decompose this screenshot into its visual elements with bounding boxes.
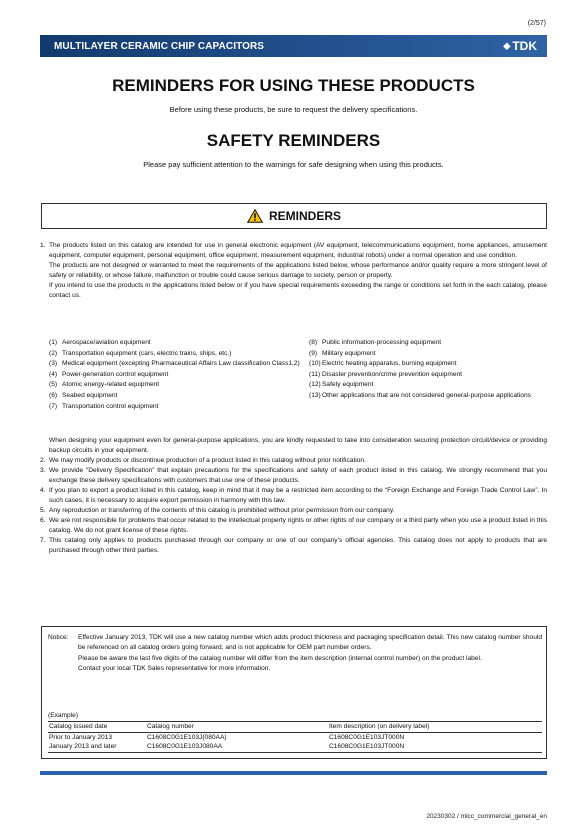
general-purpose-note: When designing your equipment even for general-purpose applications, you are kindly requested to take into consideration securing protection circuit/device or providing backup circuits in your equipment. (49, 437, 547, 454)
list-item-number: (4) (49, 370, 58, 378)
table-header-row (48, 722, 542, 733)
bottom-rule (40, 771, 547, 775)
applications-right-column (309, 338, 549, 412)
notice-content (78, 633, 542, 674)
list-item-number: (9) (309, 349, 318, 357)
list-item (49, 380, 309, 391)
item-text: This catalog only applies to products purchased through our company or one of our company’s official agencies. This catalog does not apply to products that are purchased through other third parties. (49, 537, 547, 554)
item-paragraph: If you intend to use the products in the applications listed below or if you have special requirements exceeding the range or conditions set forth in the each catalog, please contact us. (49, 282, 547, 299)
item-text: We are not responsible for problems that occur related to the intellectual property rights or other rights of our company or a third party when you use a product listed in this catalog. We do not grant license of these rights. (49, 517, 547, 534)
list-item-text: Military equipment (322, 349, 376, 357)
footer-code: 20230302 / mlcc_commercial_general_en (426, 813, 547, 820)
list-item (49, 349, 309, 360)
table-cell: Prior to January 2013 (49, 733, 113, 741)
table-cell: January 2013 and later (48, 742, 146, 752)
item-number: 5. (40, 507, 46, 514)
item-text: We provide “Delivery Specification” that explain precautions for the specifications and safety of each product listed in this catalog. We strongly recommend that you exchange these delivery specifications with customers that use one of these products. (49, 467, 547, 484)
tdk-logo-mark-icon: ⬥ (503, 40, 511, 52)
table-row (48, 732, 542, 742)
reminders-box (41, 203, 547, 229)
list-item-number: (7) (49, 402, 58, 410)
item-number: 6. (40, 517, 46, 524)
list-item (49, 359, 309, 370)
table-cell: C1608C0G1E103JT000N (328, 742, 542, 752)
column-header: Catalog number (146, 722, 328, 733)
list-item-number: (2) (49, 349, 58, 357)
list-item-number: (1) (49, 339, 58, 346)
list-item-number: (12) (309, 381, 321, 389)
list-item (49, 370, 309, 381)
item-text: Any reproduction or transferring of the contents of this catalog is prohibited without prior permission from our company. (49, 507, 395, 514)
column-header: Catalog issued date (48, 722, 146, 733)
header-bar (40, 35, 547, 57)
page-title: REMINDERS FOR USING THESE PRODUCTS (112, 76, 475, 95)
reminder-items (40, 436, 547, 556)
items-list (40, 456, 547, 556)
list-item-number: (6) (49, 391, 58, 399)
notice-line: Contact your local TDK Sales representative for more information. (78, 664, 271, 672)
table-cell: C1608C0G1E103J(080AA) (147, 733, 227, 741)
example-label: (Example) (48, 712, 79, 719)
column-header: Item description (on delivery label) (328, 722, 542, 733)
list-item-text: Medical equipment (excepting Pharmaceutical Affairs Law classification Class1,2) (62, 360, 300, 368)
list-item (309, 391, 549, 402)
list-item (49, 402, 309, 413)
item-text: If you plan to export a product listed in this catalog, keep in mind that it may be a restricted item according to the “Foreign Exchange and Foreign Trade Control Law”. In such cases, it is necessary to acquire export permission in harmony with this law. (49, 487, 547, 504)
list-item-text: Transportation equipment (cars, electric trains, ships, etc.) (62, 349, 232, 357)
item-text: The products listed on this catalog are intended for use in general electronic equipment (AV equipment, telecommunications equipment, home appliances, amusement equipment, computer equipment, personal equipment, office equipment, measurement equipment, industrial robots) under a normal operation and use condition. (49, 242, 547, 259)
reminder-item (40, 466, 547, 486)
list-item-text: Aerospace/aviation equipment (62, 339, 151, 346)
reminder-item (40, 536, 547, 556)
list-item-text: Atomic energy-related equipment (62, 381, 160, 389)
tdk-logo (503, 39, 537, 53)
notice-text (48, 633, 542, 674)
list-item-number: (10) (309, 360, 321, 368)
item-number: 7. (40, 537, 46, 544)
reminder-item (40, 486, 547, 506)
list-item-text: Other applications that are not considered general-purpose applications (322, 391, 531, 399)
item-number: 4. (40, 487, 46, 494)
applications-left-column (49, 338, 309, 412)
list-item (309, 380, 549, 391)
list-item-number: (5) (49, 381, 58, 389)
list-item-text: Public information-processing equipment (322, 339, 442, 346)
safety-title: SAFETY REMINDERS (206, 131, 381, 150)
list-item-text: Electric heating apparatus, burning equipment (322, 360, 457, 368)
list-item (309, 359, 549, 370)
page-subtitle: Before using these products, be sure to request the delivery specifications. (169, 105, 418, 114)
list-item (49, 338, 309, 349)
list-item-number: (3) (49, 360, 58, 368)
table-row (48, 742, 542, 752)
list-item-number: (8) (309, 339, 318, 346)
list-item-text: Power-generation control equipment (62, 370, 169, 378)
notice-box (41, 626, 547, 759)
item-number: 1. (40, 242, 46, 249)
reminder-item (40, 516, 547, 536)
notice-label: Notice: (48, 634, 69, 641)
header-title: MULTILAYER CERAMIC CHIP CAPACITORS (54, 41, 265, 52)
item-number: 2. (40, 457, 46, 464)
item-text: We may modify products or discontinue production of a product listed in this catalog without prior notification. (49, 457, 366, 464)
example-table (48, 721, 542, 753)
table-cell: C1608C0G1E103JT000N (329, 733, 405, 741)
list-item-number: (13) (309, 391, 321, 399)
tdk-logo-text: TDK (512, 39, 537, 53)
applications-list (49, 338, 549, 412)
reminder-item (40, 456, 547, 466)
reminder-item-1 (40, 241, 547, 301)
table-cell: C1608C0G1E103J080AA (146, 742, 328, 752)
list-item-text: Transportation control equipment (62, 402, 159, 410)
item-paragraph: The products are not designed or warranted to meet the requirements of the applications listed below, whose performance and/or quality require a more stringent level of safety or reliability, or whose failure, malfunction or trouble could cause serious damage to society, person or property. (49, 262, 547, 279)
warning-triangle-icon (247, 209, 263, 223)
list-item (49, 391, 309, 402)
page-number: (2/57) (527, 20, 546, 27)
list-item-text: Disaster prevention/crime prevention equipment (322, 370, 463, 378)
reminder-item (40, 506, 547, 516)
list-item (309, 338, 549, 349)
list-item (309, 370, 549, 381)
list-item (309, 349, 549, 360)
item-number: 3. (40, 467, 46, 474)
reminders-label: REMINDERS (268, 209, 341, 223)
safety-subtitle: Please pay sufficient attention to the warnings for safe designing when using this products. (143, 160, 444, 169)
notice-line: Effective January 2013, TDK will use a new catalog number which adds product thickness and packaging specification detail. This new catalog number should be referenced on all catalog orders going forward, and is not applicable for OEM part number orders. (78, 634, 542, 652)
list-item-number: (11) (309, 370, 321, 378)
list-item-text: Seabed equipment (62, 391, 118, 399)
list-item-text: Safety equipment (322, 381, 374, 389)
notice-line: Please be aware the last five digits of the catalog number will differ from the item description (internal control number) on the product label. (78, 654, 482, 662)
